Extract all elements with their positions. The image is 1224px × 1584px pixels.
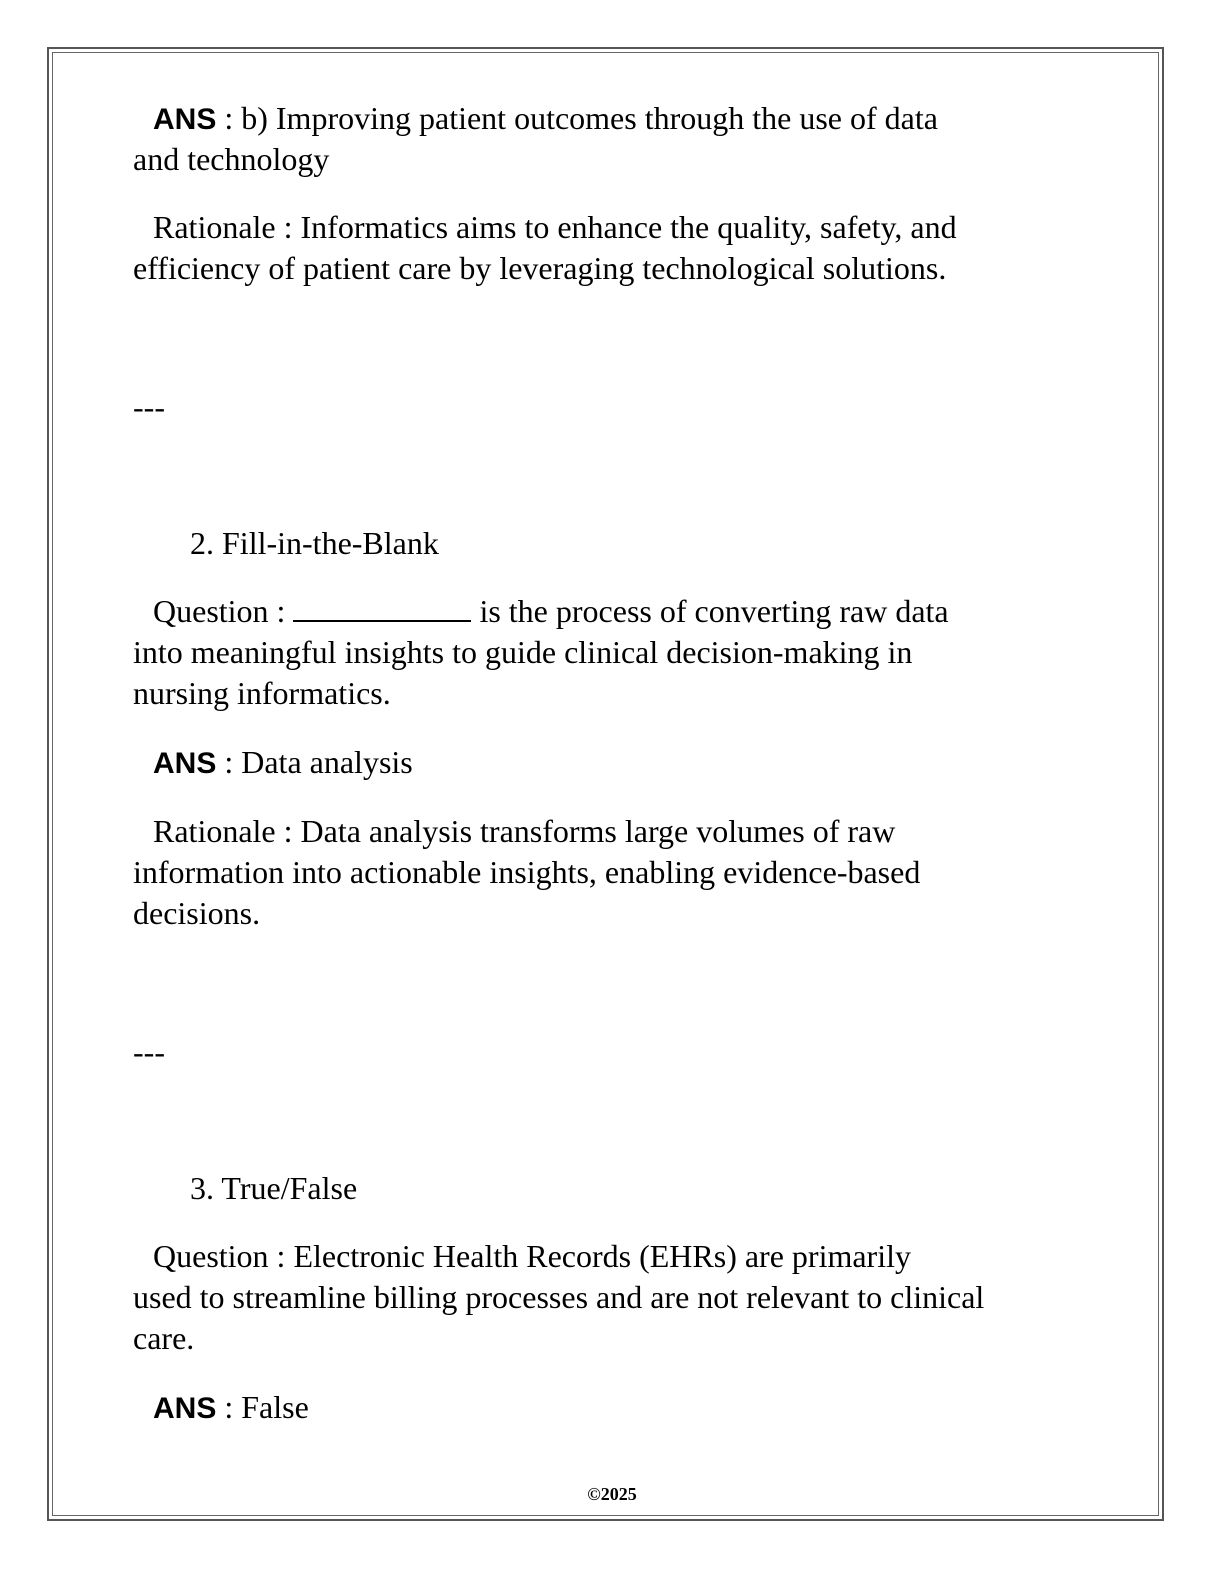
q2-rationale-line3: decisions. xyxy=(133,895,261,931)
q3-heading: 3. True/False xyxy=(190,1170,358,1206)
q2-rationale-text: : Data analysis transforms large volumes of raw xyxy=(275,813,896,849)
q2-rationale-label: Rationale xyxy=(153,813,276,849)
copyright-footer: ©2025 xyxy=(587,1484,637,1504)
q3-question-label: Question xyxy=(153,1238,269,1274)
q2-question-colon: : xyxy=(268,593,294,629)
q2-rationale-line2: information into actionable insights, enabling evidence-based xyxy=(133,854,921,890)
q3-ans-label: ANS xyxy=(153,1392,217,1425)
q1-rationale-label: Rationale xyxy=(153,209,276,245)
q1-ans-label: ANS xyxy=(153,103,217,136)
fill-in-blank xyxy=(293,594,471,622)
q3-answer-line xyxy=(133,1387,309,1429)
q1-rationale-line xyxy=(133,207,957,248)
q3-ans-text: : False xyxy=(216,1389,309,1425)
q2-question-line xyxy=(133,591,949,632)
q3-question-line2: used to streamline billing processes and are not relevant to clinical xyxy=(133,1279,985,1315)
separator: --- xyxy=(133,389,165,425)
separator: --- xyxy=(133,1034,165,1070)
q2-heading: 2. Fill-in-the-Blank xyxy=(190,525,439,561)
q2-question-text: is the process of converting raw data xyxy=(471,593,949,629)
q1-rationale-line2: efficiency of patient care by leveraging technological solutions. xyxy=(133,250,947,286)
q2-question-label: Question xyxy=(153,593,269,629)
q2-question-line2: into meaningful insights to guide clinical decision-making in xyxy=(133,634,913,670)
q2-answer-line xyxy=(133,742,413,784)
q3-question-text: : Electronic Health Records (EHRs) are primarily xyxy=(268,1238,911,1274)
q3-question-line3: care. xyxy=(133,1320,195,1356)
q1-rationale-text: : Informatics aims to enhance the quality, safety, and xyxy=(275,209,957,245)
q1-answer-line xyxy=(133,98,938,140)
q2-ans-text: : Data analysis xyxy=(216,744,413,780)
q1-answer-line2: and technology xyxy=(133,141,330,177)
q2-rationale-line xyxy=(133,811,895,852)
q2-ans-label: ANS xyxy=(153,747,217,780)
q3-question-line xyxy=(133,1236,911,1277)
q2-question-line3: nursing informatics. xyxy=(133,675,391,711)
q1-ans-text: : b) Improving patient outcomes through the use of data xyxy=(216,100,938,136)
